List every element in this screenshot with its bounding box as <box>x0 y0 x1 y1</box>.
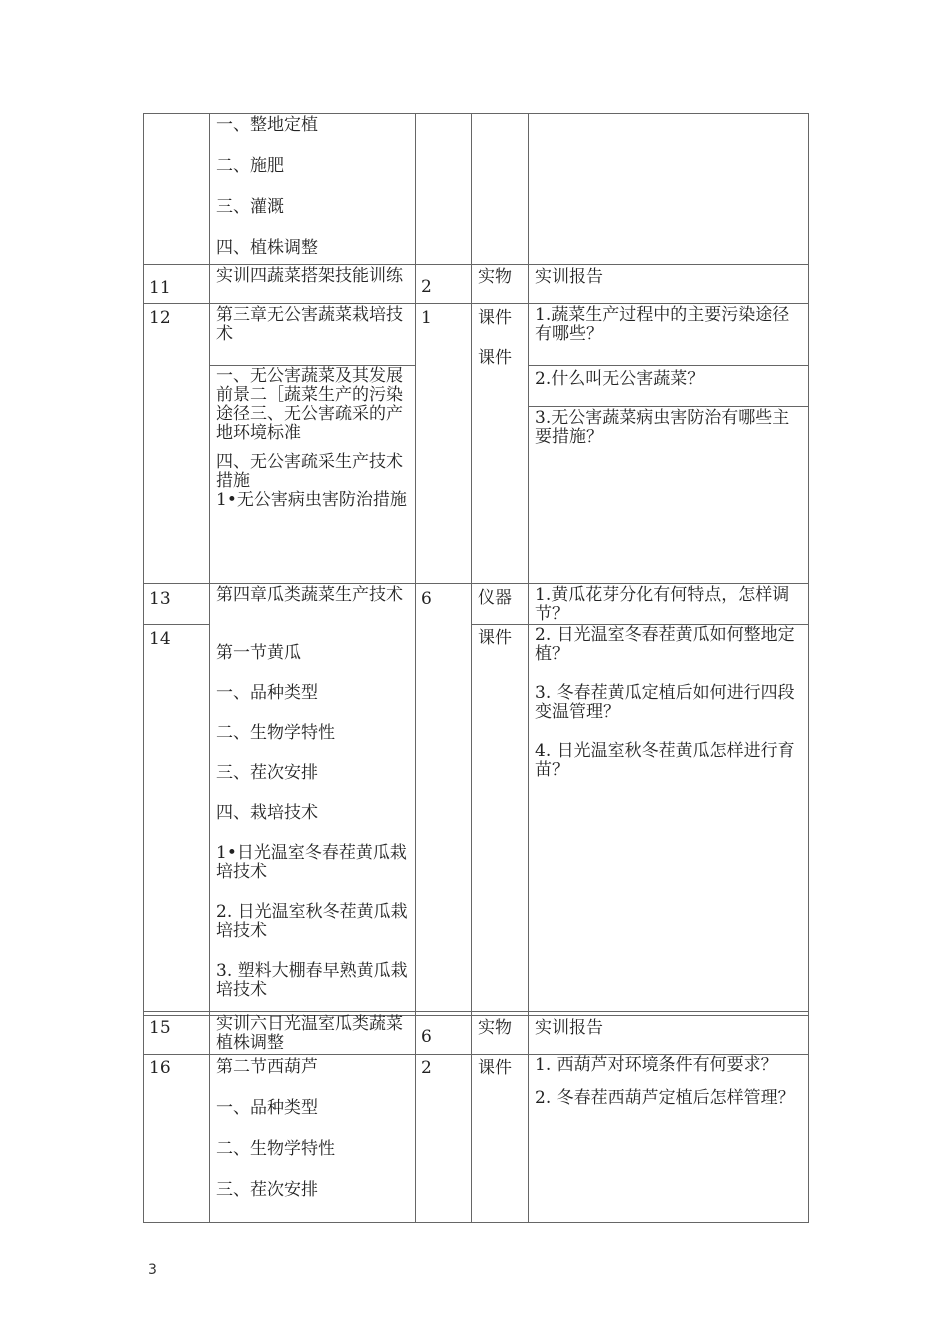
method-cell: 实物 <box>478 1018 512 1038</box>
row-number: 16 <box>149 1058 171 1078</box>
cell-divider <box>528 365 809 366</box>
table-border <box>143 113 809 114</box>
content-line: 四、无公害疏采生产技术措施 <box>216 452 403 491</box>
row-divider <box>143 303 809 304</box>
table-border <box>143 113 144 1223</box>
content-cell: 实训六日光温室瓜类蔬菜植株调整 <box>216 1014 403 1053</box>
homework-cell: 1.蔬菜生产过程中的主要污染途径有哪些？ <box>535 305 790 344</box>
homework-cell <box>535 626 805 780</box>
curriculum-table <box>143 113 809 1223</box>
hours-cell: 1 <box>421 308 432 328</box>
method-cell: 课件 <box>478 628 512 648</box>
page-number: 3 <box>148 1262 157 1278</box>
content-line: 一、品种类型 <box>216 1098 318 1118</box>
content-cell <box>216 644 411 1000</box>
method-cell: 课件 <box>478 1058 512 1078</box>
content-cell: 第四章瓜类蔬菜生产技术 <box>216 585 403 605</box>
homework-cell: 2.什么叫无公害蔬菜？ <box>535 369 705 389</box>
row-number: 13 <box>149 589 171 609</box>
table-border <box>808 113 809 1223</box>
content-line: 四、植株调整 <box>216 238 318 258</box>
hours-cell: 2 <box>421 277 432 297</box>
cell-divider <box>143 624 209 625</box>
content-line: 三、茬次安排 <box>216 1180 318 1200</box>
homework-line: 1. 西葫芦对环境条件有何要求？ <box>535 1055 778 1075</box>
content-cell: 实训四蔬菜搭架技能训练 <box>216 266 403 286</box>
homework-line: 3. 冬春茬黄瓜定植后如何进行四段变温管理？ <box>535 683 795 722</box>
row-divider <box>143 1011 809 1012</box>
content-line: 二、生物学特性 <box>216 1139 335 1159</box>
method-cell: 实物 <box>478 267 512 287</box>
homework-line: 2. 冬春茬西葫芦定植后怎样管理？ <box>535 1088 795 1108</box>
content-line: 1•无公害病虫害防治措施 <box>216 490 407 510</box>
row-divider <box>143 583 809 584</box>
content-cell <box>216 116 411 258</box>
homework-cell: 实训报告 <box>535 267 603 287</box>
row-number: 12 <box>149 308 171 328</box>
column-divider <box>528 113 529 1223</box>
content-line: 第一节黄瓜 <box>216 643 301 663</box>
method-cell: 课件 <box>478 308 512 328</box>
content-cell <box>216 1058 411 1200</box>
content-line: 三、茬次安排 <box>216 763 318 783</box>
row-divider <box>143 264 809 265</box>
homework-cell: 3.无公害蔬菜病虫害防治有哪些主要措施？ <box>535 408 790 447</box>
homework-cell: 实训报告 <box>535 1018 603 1038</box>
content-line: 1•日光温室冬春茬黄瓜栽培技术 <box>216 843 407 882</box>
method-cell: 仪器 <box>478 588 512 608</box>
homework-line: 2. 日光温室冬春茬黄瓜如何整地定植？ <box>535 625 795 664</box>
content-cell: 第三章无公害蔬菜栽培技术 <box>216 305 403 344</box>
content-line: 三、灌溉 <box>216 197 284 217</box>
content-line: 二、生物学特性 <box>216 723 335 743</box>
homework-cell <box>535 1056 805 1108</box>
content-line: 二、施肥 <box>216 156 284 176</box>
content-line: 一、整地定植 <box>216 115 318 135</box>
row-number: 15 <box>149 1018 171 1038</box>
row-number: 11 <box>149 278 171 298</box>
homework-line: 4. 日光温室秋冬茬黄瓜怎样进行育苗？ <box>535 741 795 780</box>
column-divider <box>209 113 210 1223</box>
content-line: 一、品种类型 <box>216 683 318 703</box>
cell-divider <box>528 406 809 407</box>
content-line: 第二节西葫芦 <box>216 1057 318 1077</box>
content-cell <box>216 367 411 510</box>
method-cell: 课件 <box>478 348 512 368</box>
hours-cell: 2 <box>421 1058 432 1078</box>
hours-cell: 6 <box>421 1027 432 1047</box>
content-line: 一、无公害蔬菜及其发展前景二［蔬菜生产的污染途径三、无公害疏采的产地环境标准 <box>216 366 403 443</box>
table-border <box>143 1222 809 1223</box>
column-divider <box>471 113 472 1223</box>
column-divider <box>415 113 416 1223</box>
content-line: 2. 日光温室秋冬茬黄瓜栽培技术 <box>216 902 408 941</box>
homework-cell: 1.黄瓜花芽分化有何特点，怎样调节？ <box>535 585 790 624</box>
content-line: 3. 塑料大棚春早熟黄瓜栽培技术 <box>216 961 408 1000</box>
content-line: 四、栽培技术 <box>216 803 318 823</box>
hours-cell: 6 <box>421 589 432 609</box>
row-number: 14 <box>149 629 171 649</box>
